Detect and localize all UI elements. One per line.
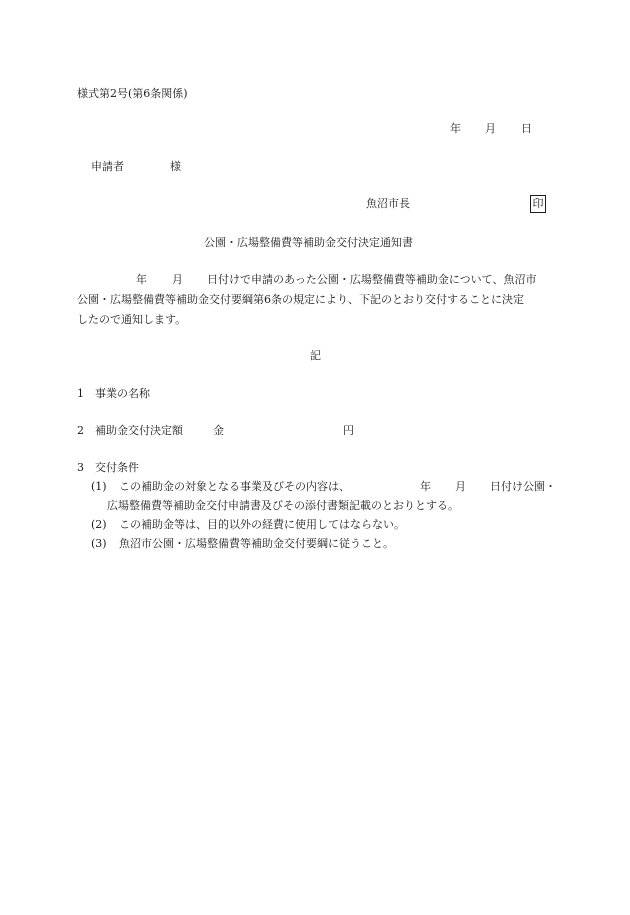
date-month: 月 bbox=[485, 122, 496, 135]
condition-1-number: (1) bbox=[91, 480, 107, 493]
document-title: 公園・広場整備費等補助金交付決定通知書 bbox=[204, 236, 413, 249]
item2-yen: 円 bbox=[343, 424, 354, 437]
item3-label: 交付条件 bbox=[95, 461, 139, 474]
condition-1-month: 月 bbox=[455, 480, 466, 493]
condition-1-cont: 広場整備費等補助金交付申請書及びその添付書類記載のとおりとする。 bbox=[107, 499, 459, 512]
form-number: 様式第2号(第6条関係) bbox=[77, 87, 188, 100]
condition-1-tail: 日付け公園・ bbox=[490, 480, 556, 493]
item2-label: 補助金交付決定額 bbox=[95, 424, 183, 437]
item1-label: 事業の名称 bbox=[95, 387, 150, 400]
item2-number: 2 bbox=[77, 424, 84, 437]
applicant-honorific: 様 bbox=[170, 160, 181, 173]
applicant-label: 申請者 bbox=[91, 160, 124, 173]
condition-3-text: 魚沼市公園・広場整備費等補助金交付要綱に従うこと。 bbox=[119, 537, 394, 550]
body-line1: 日付けで申請のあった公園・広場整備費等補助金について、魚沼市 bbox=[207, 273, 537, 286]
seal-mark: 印 bbox=[530, 195, 546, 213]
item1-number: 1 bbox=[77, 387, 84, 400]
body-line2: 公園・広場整備費等補助金交付要綱第6条の規定により、下記のとおり交付することに決定 bbox=[77, 293, 524, 306]
date-year: 年 bbox=[450, 122, 461, 135]
date-day: 日 bbox=[521, 122, 532, 135]
issuer-name: 魚沼市長 bbox=[366, 197, 410, 210]
condition-1-text: この補助金の対象となる事業及びその内容は、 bbox=[119, 480, 350, 493]
condition-2-number: (2) bbox=[91, 518, 107, 531]
condition-3-number: (3) bbox=[91, 537, 107, 550]
item3-number: 3 bbox=[77, 461, 84, 474]
condition-2-text: この補助金等は、目的以外の経費に使用してはならない。 bbox=[119, 518, 405, 531]
body-line3: したので通知します。 bbox=[77, 313, 187, 326]
body-month: 月 bbox=[172, 273, 183, 286]
ki-heading: 記 bbox=[310, 349, 321, 362]
body-year: 年 bbox=[136, 273, 147, 286]
condition-1-year: 年 bbox=[420, 480, 431, 493]
item2-kin: 金 bbox=[213, 424, 224, 437]
